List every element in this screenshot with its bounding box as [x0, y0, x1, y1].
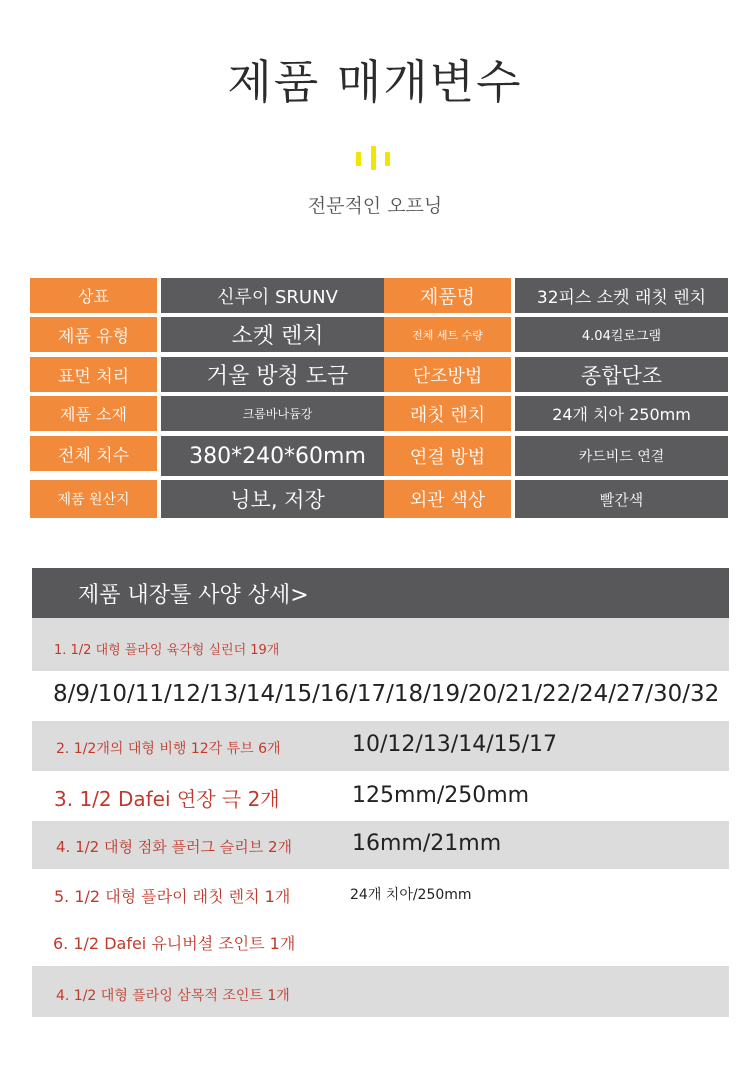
spec-value: 종합단조 [515, 357, 728, 392]
detail-row [32, 821, 729, 869]
spec-label: 전체 치수 [30, 436, 157, 471]
spec-value: 24개 치아 250mm [515, 396, 728, 431]
spec-value: 카드비드 연결 [515, 436, 728, 476]
spec-label: 제품 유형 [30, 317, 157, 352]
detail-item-label: 1. 1/2 대형 플라잉 육각형 실린더 19개 [54, 643, 280, 658]
spec-value: 소켓 렌치 [161, 317, 394, 352]
detail-item-label: 4. 1/2 대형 플라잉 삼목적 조인트 1개 [56, 988, 290, 1004]
detail-item-label: 2. 1/2개의 대형 비행 12각 튜브 6개 [56, 741, 281, 757]
detail-item-label: 3. 1/2 Dafei 연장 극 2개 [54, 787, 280, 811]
spec-label: 외관 색상 [384, 480, 511, 518]
spec-label: 상표 [30, 278, 157, 313]
spec-label: 단조방법 [384, 357, 511, 392]
spec-label: 전체 세트 수량 [384, 317, 511, 352]
page-title: 제품 매개변수 [227, 55, 523, 109]
details-header: 제품 내장툴 사양 상세> [32, 568, 729, 618]
spec-label: 표면 처리 [30, 357, 157, 392]
page-subtitle: 전문적인 오프닝 [307, 195, 443, 217]
spec-value: 크롬바나듐강 [161, 396, 394, 431]
spec-value: 380*240*60mm [161, 436, 394, 476]
spec-value: 거울 방청 도금 [161, 357, 394, 392]
detail-row [32, 966, 729, 1017]
detail-item-value: 16mm/21mm [352, 831, 502, 856]
detail-row [32, 771, 729, 821]
spec-value: 신루이 SRUNV [161, 278, 394, 313]
tool-details-section [32, 568, 729, 1017]
detail-item-value: 24개 치아/250mm [350, 887, 472, 903]
detail-row [32, 918, 729, 966]
detail-item-value: 10/12/13/14/15/17 [352, 732, 558, 757]
spec-value: 빨간색 [515, 480, 728, 518]
detail-row [32, 721, 729, 771]
detail-item-value: 8/9/10/11/12/13/14/15/16/17/18/19/20/21/22/24/27/30/32 [53, 681, 720, 707]
detail-item-label: 6. 1/2 Dafei 유니버셜 조인트 1개 [53, 934, 296, 953]
detail-row [32, 671, 729, 721]
spec-value: 32피스 소켓 래칫 렌치 [515, 278, 728, 313]
spec-label: 제품 소재 [30, 396, 157, 431]
detail-item-label: 5. 1/2 대형 플라이 래칫 렌치 1개 [54, 887, 291, 906]
spec-value: 4.04킬로그램 [515, 317, 728, 352]
detail-item-label: 4. 1/2 대형 점화 플러그 슬리브 2개 [56, 838, 292, 856]
spec-label: 제품명 [384, 278, 511, 313]
spec-value: 닝보, 저장 [161, 480, 394, 518]
spec-label: 제품 원산지 [30, 480, 157, 518]
spec-label: 연결 방법 [384, 436, 511, 476]
decorative-accent-bars [356, 146, 392, 172]
spec-label: 래칫 렌치 [384, 396, 511, 431]
detail-row [32, 869, 729, 918]
detail-item-value: 125mm/250mm [352, 783, 530, 808]
detail-row [32, 618, 729, 671]
